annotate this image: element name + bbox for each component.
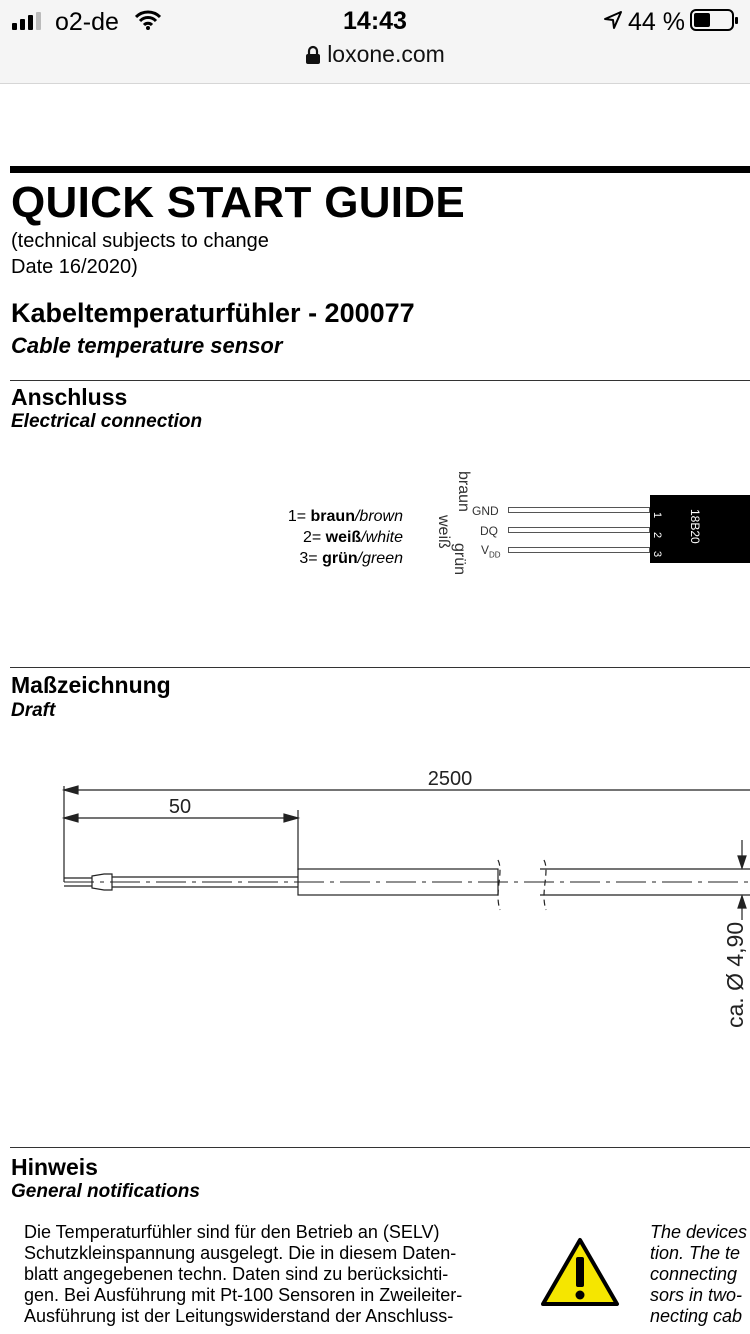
wire-label-brown: braun — [455, 471, 472, 512]
section-title-draft: Maßzeichnung — [11, 672, 171, 698]
section-divider — [10, 380, 750, 381]
section-subtitle-draft: Draft — [11, 700, 56, 721]
section-divider — [10, 1147, 750, 1148]
note-line: The devices — [650, 1222, 748, 1242]
sensor-chip — [650, 495, 750, 563]
url-text[interactable]: loxone.com — [327, 41, 445, 67]
note-line: connecting — [650, 1264, 738, 1284]
dimension-drawing — [0, 760, 750, 1060]
warning-triangle-icon — [540, 1237, 620, 1312]
chip-pin-number: 3 — [651, 550, 664, 558]
section-subtitle-notes: General notifications — [11, 1181, 200, 1202]
pin-label-dq: DQ — [480, 524, 498, 538]
pin-lead-1 — [508, 507, 650, 513]
chip-pin-number: 1 — [651, 511, 664, 519]
wire-color-legend — [250, 506, 403, 569]
legend-row: 3= grün/green — [299, 550, 403, 567]
section-title-notes: Hinweis — [11, 1154, 98, 1180]
battery-percent: 44 % — [628, 8, 685, 36]
note-line: Ausführung ist der Leitungswiderstand der Anschluss- — [24, 1306, 454, 1326]
pin-lead-2 — [508, 527, 650, 533]
carrier-name: o2-de — [55, 8, 119, 36]
section-subtitle-connection: Electrical connection — [11, 411, 203, 432]
pin-label-vdd: $V_{DD}$ — [481, 543, 501, 560]
product-title: Kabeltemperaturfühler - 200077 — [11, 298, 415, 328]
product-subtitle: Cable temperature sensor — [11, 333, 283, 358]
sensor-pinout-diagram — [420, 465, 750, 595]
doc-subtitle — [11, 228, 269, 280]
wire-label-white: weiß — [435, 515, 452, 549]
address-bar[interactable] — [0, 41, 750, 71]
doc-subtitle-line2: Date 16/2020) — [11, 256, 138, 278]
section-divider — [10, 667, 750, 668]
section-title-connection: Anschluss — [11, 384, 128, 410]
page-title: QUICK START GUIDE — [11, 178, 466, 227]
dimension-diameter: ca. Ø 4,90 — [722, 921, 748, 1028]
notes-text-german — [24, 1222, 518, 1327]
doc-subtitle-line1: (technical subjects to change — [11, 230, 269, 252]
chip-pin-number: 2 — [651, 531, 664, 539]
legend-row: 1= braun/brown — [287, 508, 403, 525]
wire-label-green: grün — [451, 543, 468, 576]
header-rule — [10, 166, 750, 173]
chip-name: 18B20 — [688, 509, 702, 544]
notes-text-english — [650, 1222, 750, 1327]
note-line: tion. The te — [650, 1243, 741, 1263]
lock-icon — [305, 44, 321, 71]
note-line: Schutzkleinspannung ausgelegt. Die in diesem Daten- — [24, 1243, 457, 1263]
note-line: gen. Bei Ausführung mit Pt-100 Sensoren in Zweileiter- — [24, 1285, 463, 1305]
clock: 14:43 — [343, 7, 407, 35]
browser-status-bar — [0, 0, 750, 84]
location-arrow-icon — [603, 10, 623, 35]
dimension-tip-length: 50 — [168, 796, 192, 818]
legend-row: 2= weiß/white — [302, 529, 403, 546]
note-line: Die Temperaturfühler sind für den Betrieb an (SELV) — [24, 1222, 440, 1242]
battery-icon — [690, 9, 734, 31]
note-line: sors in two- — [650, 1285, 743, 1305]
pin-lead-3 — [508, 547, 650, 553]
dimension-total-length: 2500 — [427, 768, 473, 790]
note-line: blatt angegebenen techn. Daten sind zu berücksichti- — [24, 1264, 449, 1284]
pin-label-gnd: GND — [472, 504, 499, 518]
note-line: necting cab — [650, 1306, 743, 1326]
